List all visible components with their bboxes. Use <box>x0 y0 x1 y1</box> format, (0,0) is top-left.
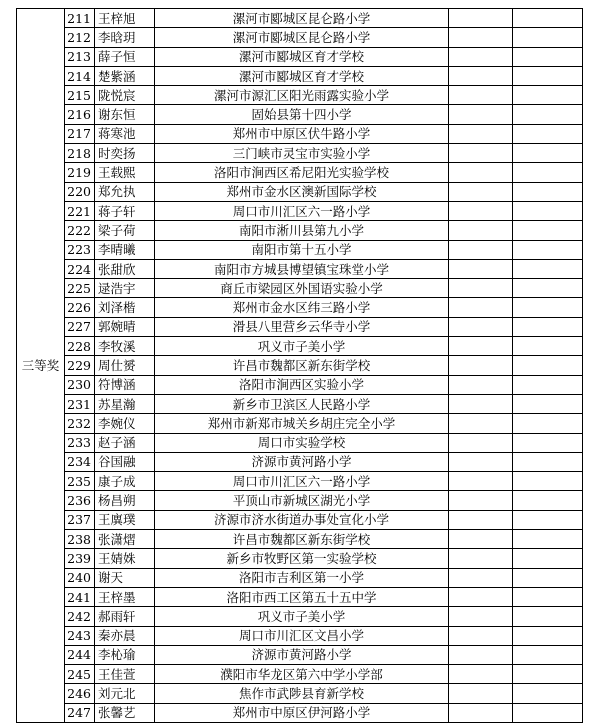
row-number-cell: 232 <box>65 414 95 433</box>
row-number-cell: 218 <box>65 144 95 163</box>
student-name-cell: 郝雨轩 <box>95 607 155 626</box>
row-number-cell: 237 <box>65 510 95 529</box>
student-name-cell: 李婉仪 <box>95 414 155 433</box>
table-row <box>17 240 583 259</box>
table-row <box>17 549 583 568</box>
school-name-cell: 周口市实验学校 <box>155 433 449 452</box>
empty-cell <box>513 9 583 28</box>
empty-cell <box>513 530 583 549</box>
table-row <box>17 433 583 452</box>
row-number-cell: 217 <box>65 124 95 143</box>
table-row <box>17 394 583 413</box>
table-row <box>17 182 583 201</box>
row-number-cell: 225 <box>65 279 95 298</box>
empty-cell <box>513 607 583 626</box>
student-name-cell: 符博涵 <box>95 375 155 394</box>
school-name-cell: 南阳市淅川县第九小学 <box>155 221 449 240</box>
school-name-cell: 周口市川汇区文昌小学 <box>155 626 449 645</box>
school-name-cell: 郑州市金水区纬三路小学 <box>155 298 449 317</box>
table-row <box>17 568 583 587</box>
table-row <box>17 86 583 105</box>
school-name-cell: 郑州市新郑市城关乡胡庄完全小学 <box>155 414 449 433</box>
student-name-cell: 李杺瑜 <box>95 645 155 664</box>
table-row <box>17 510 583 529</box>
empty-cell <box>513 240 583 259</box>
table-row <box>17 645 583 664</box>
student-name-cell: 郑允执 <box>95 182 155 201</box>
student-name-cell: 康子成 <box>95 472 155 491</box>
table-row <box>17 607 583 626</box>
school-name-cell: 焦作市武陟县育新学校 <box>155 684 449 703</box>
school-name-cell: 周口市川汇区六一路小学 <box>155 472 449 491</box>
empty-cell <box>449 626 513 645</box>
student-name-cell: 李晴曦 <box>95 240 155 259</box>
student-name-cell: 秦亦晨 <box>95 626 155 645</box>
table-row <box>17 337 583 356</box>
empty-cell <box>449 28 513 47</box>
empty-cell <box>513 587 583 606</box>
table-row <box>17 124 583 143</box>
student-name-cell: 王梓旭 <box>95 9 155 28</box>
student-name-cell: 梁子荷 <box>95 221 155 240</box>
empty-cell <box>449 86 513 105</box>
empty-cell <box>513 703 583 722</box>
school-name-cell: 许昌市魏都区新东街学校 <box>155 530 449 549</box>
empty-cell <box>513 491 583 510</box>
student-name-cell: 苏星瀚 <box>95 394 155 413</box>
school-name-cell: 济源市济水街道办事处宣化小学 <box>155 510 449 529</box>
student-name-cell: 周仕赟 <box>95 356 155 375</box>
student-name-cell: 刘泽楷 <box>95 298 155 317</box>
row-number-cell: 238 <box>65 530 95 549</box>
table-row <box>17 221 583 240</box>
empty-cell <box>513 201 583 220</box>
empty-cell <box>449 298 513 317</box>
school-name-cell: 许昌市魏都区新东街学校 <box>155 356 449 375</box>
empty-cell <box>449 259 513 278</box>
empty-cell <box>513 375 583 394</box>
school-name-cell: 新乡市牧野区第一实验学校 <box>155 549 449 568</box>
row-number-cell: 216 <box>65 105 95 124</box>
student-name-cell: 楚紫涵 <box>95 66 155 85</box>
empty-cell <box>513 105 583 124</box>
student-name-cell: 王载熙 <box>95 163 155 182</box>
school-name-cell: 漯河市郾城区昆仑路小学 <box>155 28 449 47</box>
empty-cell <box>513 665 583 684</box>
empty-cell <box>449 433 513 452</box>
student-name-cell: 蒋寒池 <box>95 124 155 143</box>
table-row <box>17 47 583 66</box>
student-name-cell: 时奕扬 <box>95 144 155 163</box>
empty-cell <box>513 414 583 433</box>
row-number-cell: 228 <box>65 337 95 356</box>
row-number-cell: 241 <box>65 587 95 606</box>
empty-cell <box>513 279 583 298</box>
table-row <box>17 259 583 278</box>
empty-cell <box>449 356 513 375</box>
student-name-cell: 赵子涵 <box>95 433 155 452</box>
table-row <box>17 163 583 182</box>
school-name-cell: 济源市黄河路小学 <box>155 452 449 471</box>
empty-cell <box>449 105 513 124</box>
row-number-cell: 220 <box>65 182 95 201</box>
row-number-cell: 222 <box>65 221 95 240</box>
table-row <box>17 491 583 510</box>
empty-cell <box>513 568 583 587</box>
school-name-cell: 滑县八里营乡云华寺小学 <box>155 317 449 336</box>
empty-cell <box>449 568 513 587</box>
empty-cell <box>449 9 513 28</box>
row-number-cell: 239 <box>65 549 95 568</box>
row-number-cell: 243 <box>65 626 95 645</box>
row-number-cell: 235 <box>65 472 95 491</box>
empty-cell <box>449 163 513 182</box>
school-name-cell: 固始县第十四小学 <box>155 105 449 124</box>
empty-cell <box>449 182 513 201</box>
school-name-cell: 洛阳市涧西区希尼阳光实验学校 <box>155 163 449 182</box>
empty-cell <box>513 124 583 143</box>
empty-cell <box>513 645 583 664</box>
empty-cell <box>449 144 513 163</box>
row-number-cell: 231 <box>65 394 95 413</box>
table-row <box>17 626 583 645</box>
row-number-cell: 224 <box>65 259 95 278</box>
school-name-cell: 商丘市梁园区外国语实验小学 <box>155 279 449 298</box>
empty-cell <box>513 510 583 529</box>
empty-cell <box>513 356 583 375</box>
empty-cell <box>449 665 513 684</box>
empty-cell <box>449 221 513 240</box>
table-row <box>17 665 583 684</box>
school-name-cell: 南阳市第十五小学 <box>155 240 449 259</box>
empty-cell <box>449 703 513 722</box>
row-number-cell: 247 <box>65 703 95 722</box>
table-row <box>17 703 583 722</box>
empty-cell <box>449 530 513 549</box>
empty-cell <box>449 549 513 568</box>
awards-table-body <box>17 9 583 723</box>
table-row <box>17 66 583 85</box>
empty-cell <box>449 607 513 626</box>
school-name-cell: 济源市黄河路小学 <box>155 645 449 664</box>
award-category-cell: 三等奖 <box>17 9 65 723</box>
row-number-cell: 244 <box>65 645 95 664</box>
empty-cell <box>449 317 513 336</box>
school-name-cell: 洛阳市吉利区第一小学 <box>155 568 449 587</box>
student-name-cell: 王梓墨 <box>95 587 155 606</box>
empty-cell <box>513 221 583 240</box>
row-number-cell: 245 <box>65 665 95 684</box>
empty-cell <box>513 684 583 703</box>
empty-cell <box>449 201 513 220</box>
student-name-cell: 谢天 <box>95 568 155 587</box>
table-row <box>17 684 583 703</box>
empty-cell <box>449 47 513 66</box>
school-name-cell: 新乡市卫滨区人民路小学 <box>155 394 449 413</box>
row-number-cell: 221 <box>65 201 95 220</box>
empty-cell <box>513 144 583 163</box>
empty-cell <box>513 472 583 491</box>
row-number-cell: 213 <box>65 47 95 66</box>
table-row <box>17 356 583 375</box>
row-number-cell: 246 <box>65 684 95 703</box>
row-number-cell: 233 <box>65 433 95 452</box>
table-row <box>17 317 583 336</box>
school-name-cell: 南阳市方城县博望镇宝珠堂小学 <box>155 259 449 278</box>
table-row <box>17 472 583 491</box>
row-number-cell: 230 <box>65 375 95 394</box>
empty-cell <box>449 491 513 510</box>
empty-cell <box>513 626 583 645</box>
table-row <box>17 530 583 549</box>
row-number-cell: 214 <box>65 66 95 85</box>
empty-cell <box>449 66 513 85</box>
row-number-cell: 236 <box>65 491 95 510</box>
student-name-cell: 李晗玥 <box>95 28 155 47</box>
student-name-cell: 逯浩宇 <box>95 279 155 298</box>
empty-cell <box>513 86 583 105</box>
school-name-cell: 洛阳市涧西区实验小学 <box>155 375 449 394</box>
empty-cell <box>513 298 583 317</box>
empty-cell <box>449 240 513 259</box>
school-name-cell: 巩义市子美小学 <box>155 337 449 356</box>
empty-cell <box>513 182 583 201</box>
table-row <box>17 9 583 28</box>
row-number-cell: 229 <box>65 356 95 375</box>
table-row <box>17 201 583 220</box>
empty-cell <box>449 684 513 703</box>
student-name-cell: 张馨艺 <box>95 703 155 722</box>
table-row <box>17 375 583 394</box>
empty-cell <box>513 47 583 66</box>
school-name-cell: 周口市川汇区六一路小学 <box>155 201 449 220</box>
empty-cell <box>449 510 513 529</box>
student-name-cell: 李牧溪 <box>95 337 155 356</box>
empty-cell <box>449 414 513 433</box>
student-name-cell: 王佳萱 <box>95 665 155 684</box>
awards-table <box>16 8 583 723</box>
empty-cell <box>513 452 583 471</box>
student-name-cell: 王廙璞 <box>95 510 155 529</box>
empty-cell <box>513 337 583 356</box>
empty-cell <box>449 452 513 471</box>
school-name-cell: 平顶山市新城区湖光小学 <box>155 491 449 510</box>
empty-cell <box>449 124 513 143</box>
empty-cell <box>449 394 513 413</box>
school-name-cell: 郑州市中原区伏牛路小学 <box>155 124 449 143</box>
student-name-cell: 郭婉晴 <box>95 317 155 336</box>
row-number-cell: 234 <box>65 452 95 471</box>
empty-cell <box>449 472 513 491</box>
student-name-cell: 蒋子轩 <box>95 201 155 220</box>
school-name-cell: 洛阳市西工区第五十五中学 <box>155 587 449 606</box>
school-name-cell: 巩义市子美小学 <box>155 607 449 626</box>
student-name-cell: 陇悦宸 <box>95 86 155 105</box>
empty-cell <box>513 66 583 85</box>
row-number-cell: 211 <box>65 9 95 28</box>
school-name-cell: 郑州市中原区伊河路小学 <box>155 703 449 722</box>
empty-cell <box>449 375 513 394</box>
student-name-cell: 谷国融 <box>95 452 155 471</box>
row-number-cell: 226 <box>65 298 95 317</box>
row-number-cell: 223 <box>65 240 95 259</box>
table-row <box>17 279 583 298</box>
table-row <box>17 298 583 317</box>
empty-cell <box>513 163 583 182</box>
row-number-cell: 240 <box>65 568 95 587</box>
student-name-cell: 刘元北 <box>95 684 155 703</box>
empty-cell <box>513 549 583 568</box>
student-name-cell: 杨昌朔 <box>95 491 155 510</box>
empty-cell <box>449 337 513 356</box>
empty-cell <box>513 394 583 413</box>
student-name-cell: 王婧姝 <box>95 549 155 568</box>
table-row <box>17 28 583 47</box>
student-name-cell: 张甜欣 <box>95 259 155 278</box>
table-row <box>17 105 583 124</box>
school-name-cell: 三门峡市灵宝市实验小学 <box>155 144 449 163</box>
row-number-cell: 227 <box>65 317 95 336</box>
empty-cell <box>513 28 583 47</box>
table-row <box>17 144 583 163</box>
row-number-cell: 242 <box>65 607 95 626</box>
row-number-cell: 219 <box>65 163 95 182</box>
student-name-cell: 谢东恒 <box>95 105 155 124</box>
school-name-cell: 漯河市郾城区育才学校 <box>155 66 449 85</box>
row-number-cell: 212 <box>65 28 95 47</box>
school-name-cell: 漯河市郾城区昆仑路小学 <box>155 9 449 28</box>
empty-cell <box>449 587 513 606</box>
school-name-cell: 濮阳市华龙区第六中学小学部 <box>155 665 449 684</box>
school-name-cell: 漯河市源汇区阳光雨露实验小学 <box>155 86 449 105</box>
table-row <box>17 414 583 433</box>
table-row <box>17 587 583 606</box>
student-name-cell: 薛子恒 <box>95 47 155 66</box>
empty-cell <box>513 259 583 278</box>
school-name-cell: 郑州市金水区澳新国际学校 <box>155 182 449 201</box>
table-row <box>17 452 583 471</box>
empty-cell <box>449 645 513 664</box>
school-name-cell: 漯河市郾城区育才学校 <box>155 47 449 66</box>
student-name-cell: 张潇熠 <box>95 530 155 549</box>
empty-cell <box>449 279 513 298</box>
empty-cell <box>513 317 583 336</box>
row-number-cell: 215 <box>65 86 95 105</box>
empty-cell <box>513 433 583 452</box>
